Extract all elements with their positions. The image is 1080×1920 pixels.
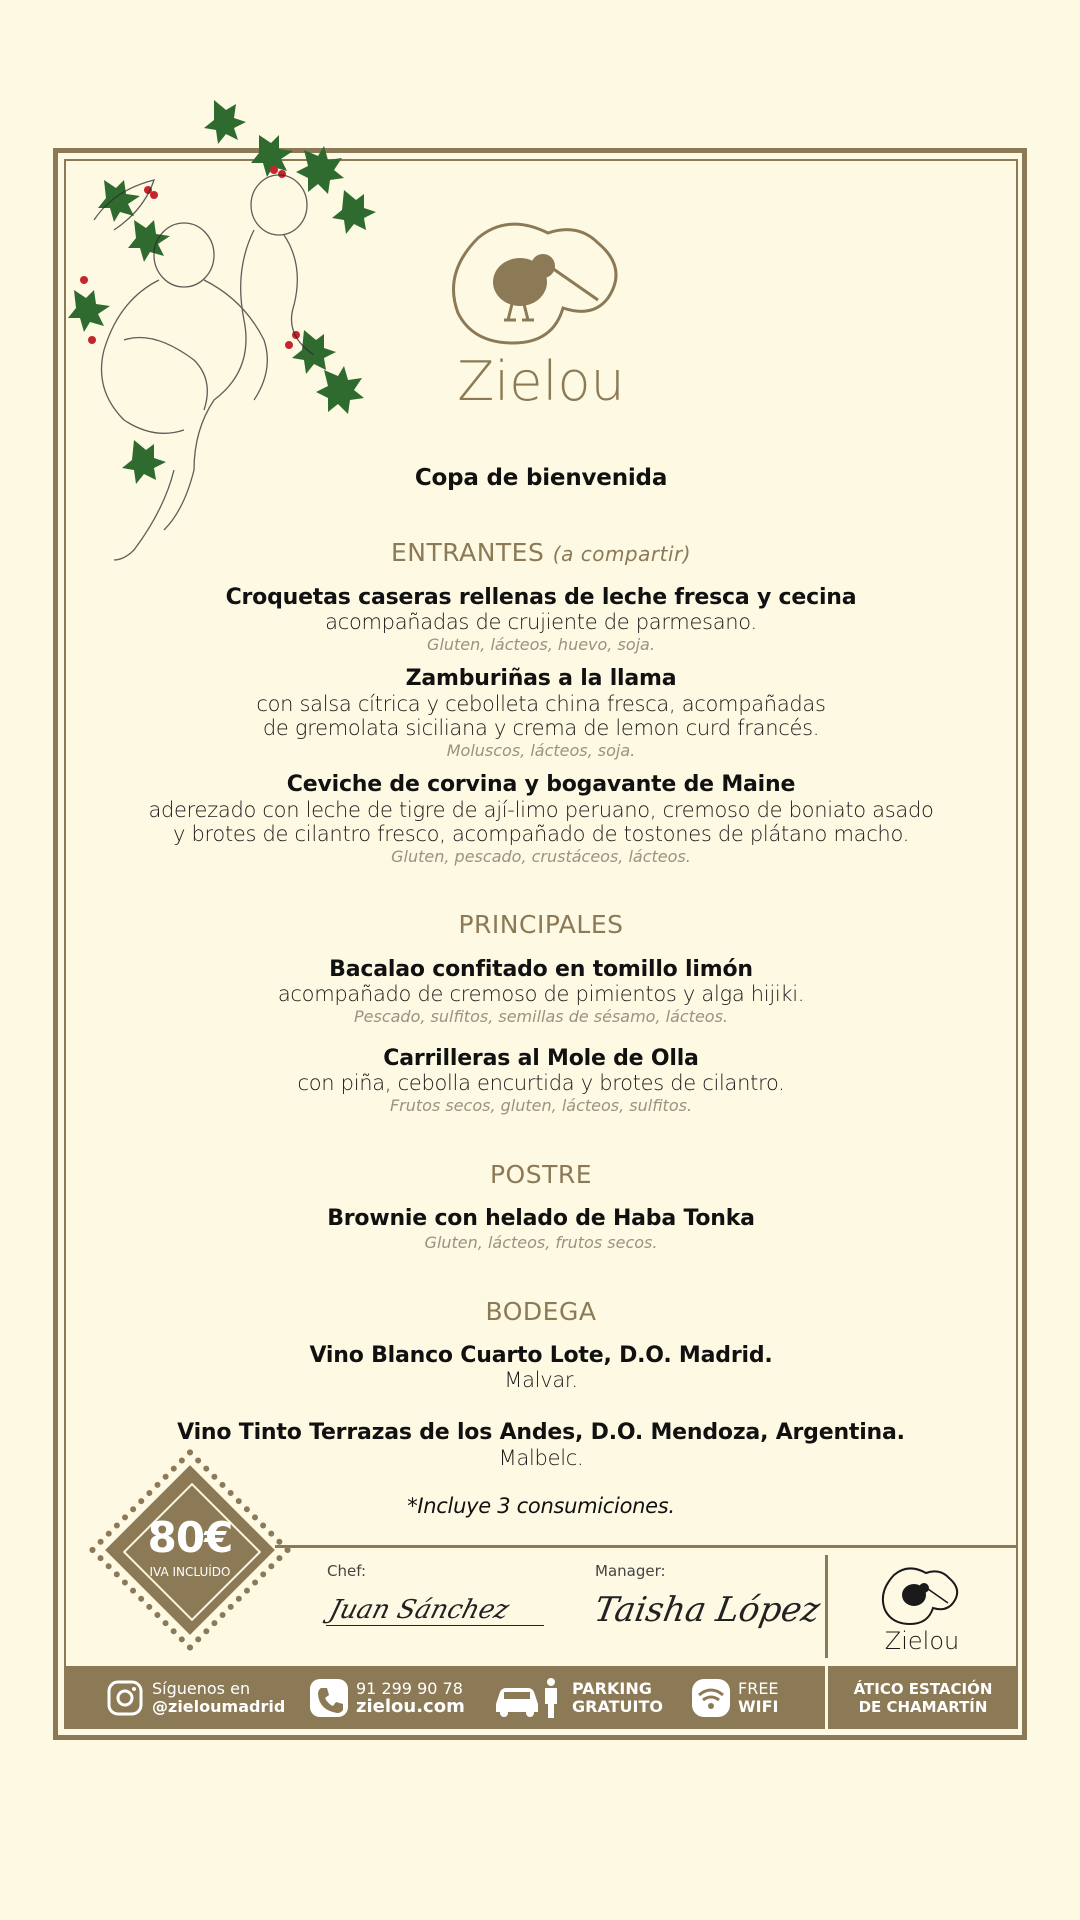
dish-allergens: Gluten, lácteos, huevo, soja.: [427, 635, 655, 654]
location-line2: DE CHAMARTÍN: [858, 1697, 988, 1716]
dish-allergens: Moluscos, lácteos, soja.: [446, 741, 636, 760]
dish-title: Zamburiñas a la llama: [405, 666, 677, 691]
zielou-logo-icon: [448, 218, 632, 350]
dish-description: acompañadas de crujiente de parmesano.: [325, 610, 757, 634]
signature-vertical-divider: [825, 1555, 828, 1658]
chef-label: Chef:: [327, 1562, 367, 1580]
dish-title: Carrilleras al Mole de Olla: [383, 1046, 699, 1071]
dish-title: Bacalao confitado en tomillo limón: [329, 957, 753, 982]
dish-allergens: Frutos secos, gluten, lácteos, sulfitos.: [389, 1096, 693, 1115]
zielou-small-logo-icon: [880, 1565, 964, 1625]
dish-title: Brownie con helado de Haba Tonka: [327, 1206, 755, 1231]
dish-allergens: Gluten, lácteos, frutos secos.: [424, 1233, 658, 1252]
dish-description: de gremolata siciliana y crema de lemon curd francés.: [262, 716, 820, 740]
dish-title: Ceviche de corvina y bogavante de Maine: [286, 772, 796, 797]
section-entrantes-title: ENTRANTES: [390, 538, 545, 567]
contact-block[interactable]: [310, 1666, 465, 1729]
section-entrantes-subtitle: (a compartir): [552, 542, 692, 566]
wifi-line2: WIFI: [738, 1696, 779, 1716]
dish-description: con salsa cítrica y cebolleta china fresca, acompañadas: [256, 692, 826, 716]
dish-title: Croquetas caseras rellenas de leche fresca y cecina: [225, 585, 857, 610]
location-line1: ÁTICO ESTACIÓN: [853, 1679, 993, 1698]
cherubs-holly-illustration: [64, 90, 404, 600]
section-entrantes: [64, 538, 1018, 567]
instagram-block[interactable]: [106, 1666, 285, 1729]
location-block: [828, 1666, 1018, 1729]
welcome-drink: Copa de bienvenida: [414, 465, 668, 491]
phone-number[interactable]: 91 299 90 78: [356, 1678, 463, 1698]
price-amount: 80€: [147, 1513, 233, 1562]
chef-signature: Juan Sánchez: [326, 1595, 552, 1626]
dish-description: aderezado con leche de tigre de ají-limo peruano, cremoso de boniato asado: [148, 798, 934, 822]
parking-line2: GRATUITO: [572, 1696, 663, 1716]
price-tax-note: IVA INCLUÍDO: [149, 1565, 231, 1579]
website[interactable]: zielou.com: [356, 1695, 465, 1717]
manager-label: Manager:: [595, 1562, 666, 1580]
car-parking-icon: [494, 1676, 564, 1720]
section-postre: POSTRE: [489, 1160, 593, 1189]
dish-description: con piña, cebolla encurtida y brotes de cilantro.: [297, 1071, 785, 1095]
instagram-label: Síguenos en: [152, 1678, 251, 1698]
dish-allergens: Gluten, pescado, crustáceos, lácteos.: [391, 847, 691, 866]
wine-grape: Malbelc.: [498, 1446, 584, 1470]
wifi-line1: FREE: [738, 1678, 779, 1698]
parking-block: [494, 1666, 663, 1729]
footer-bar: [64, 1666, 1018, 1729]
instagram-icon: [106, 1679, 144, 1717]
dish-allergens: Pescado, sulfitos, semillas de sésamo, lácteos.: [353, 1007, 729, 1026]
section-principales: PRINCIPALES: [458, 910, 624, 939]
manager-signature: Taisha López: [591, 1590, 823, 1630]
instagram-handle[interactable]: @zieloumadrid: [152, 1696, 286, 1716]
wine-title: Vino Blanco Cuarto Lote, D.O. Madrid.: [309, 1343, 773, 1368]
wifi-block: [692, 1666, 779, 1729]
price-stamp: [105, 1465, 275, 1635]
dish-description: acompañado de cremoso de pimientos y alga hijiki.: [277, 982, 805, 1006]
small-brand-name: Zielou: [884, 1627, 960, 1655]
brand-name: Zielou: [457, 350, 625, 413]
wine-grape: Malvar.: [504, 1368, 578, 1392]
drinks-note: *Incluye 3 consumiciones.: [407, 1494, 675, 1518]
dish-description: y brotes de cilantro fresco, acompañado de tostones de plátano macho.: [173, 822, 909, 846]
section-bodega: BODEGA: [485, 1297, 597, 1326]
wifi-icon: [692, 1679, 730, 1717]
phone-icon: [310, 1679, 348, 1717]
parking-line1: PARKING: [572, 1678, 652, 1698]
wine-title: Vino Tinto Terrazas de los Andes, D.O. Mendoza, Argentina.: [177, 1420, 905, 1445]
signature-divider: [275, 1545, 1018, 1548]
